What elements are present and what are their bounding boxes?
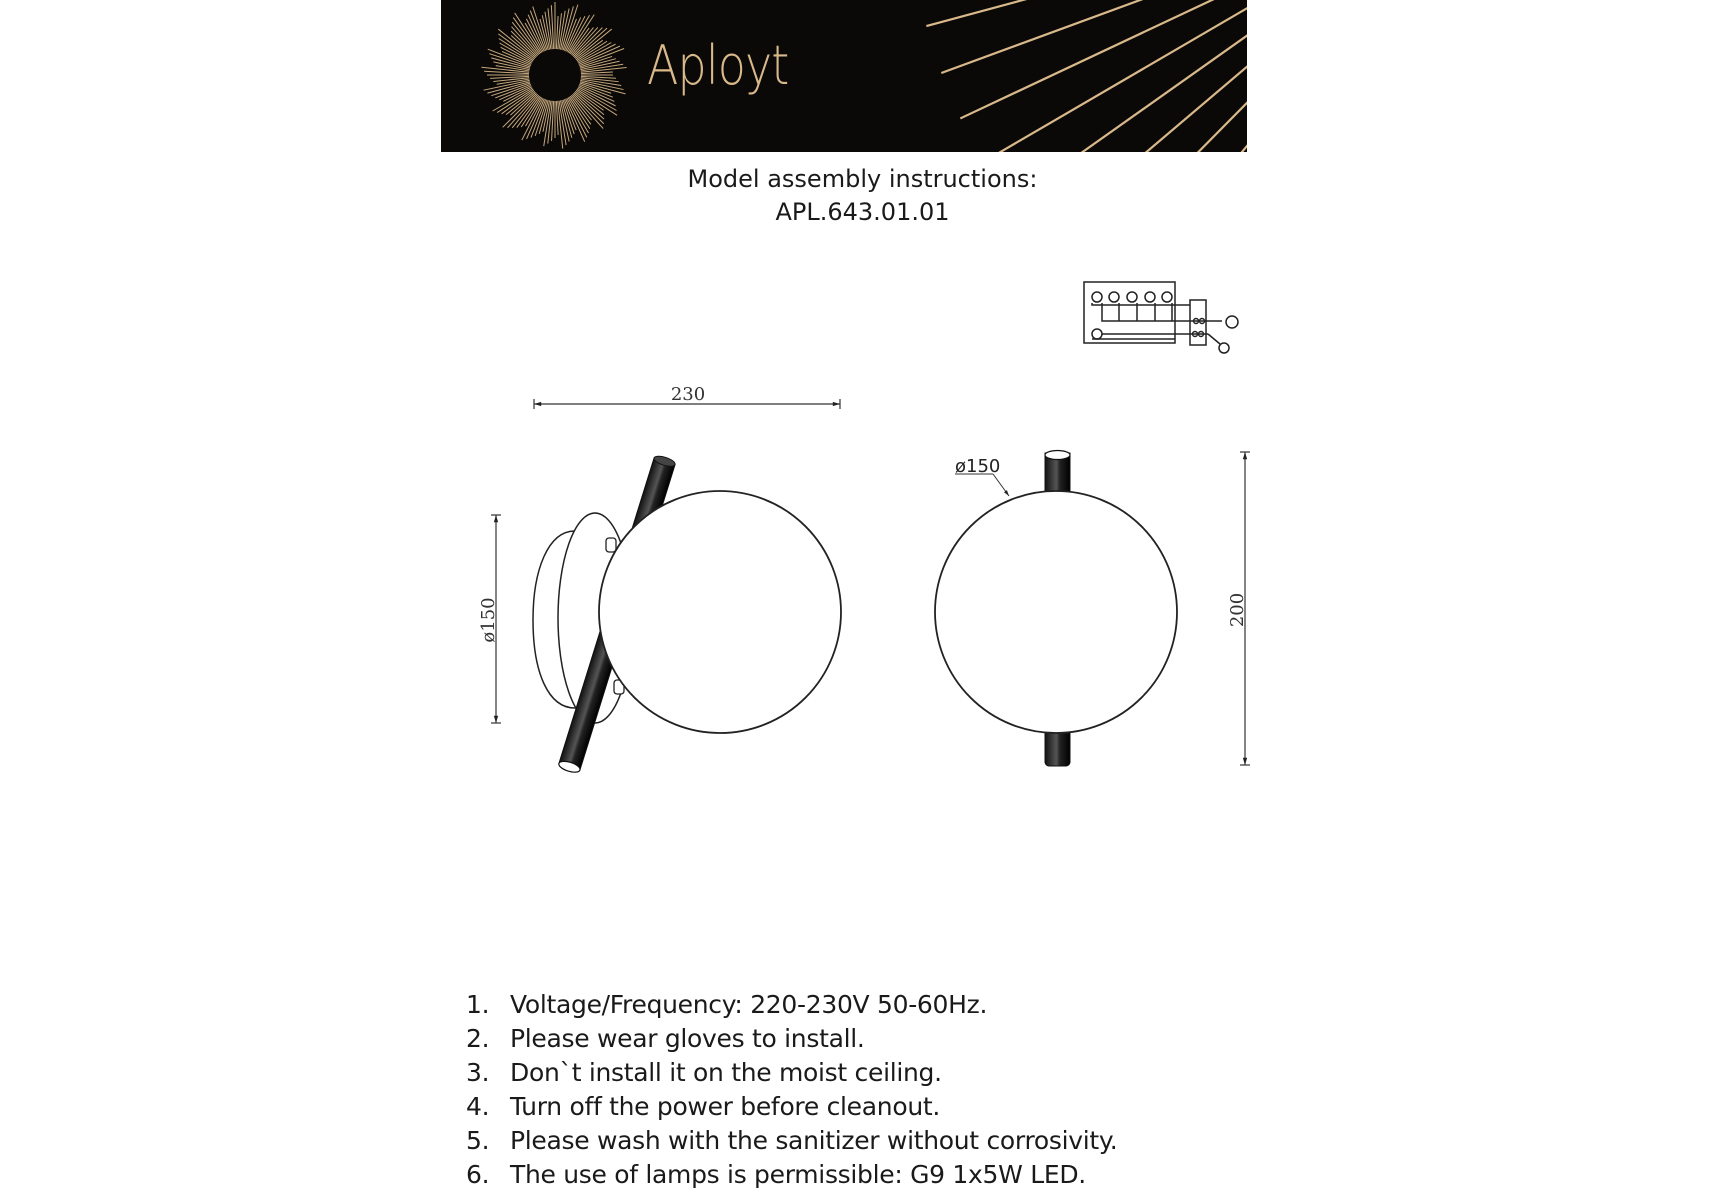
width-dimension-label: 230 [670, 384, 706, 405]
instruction-item: 2. Please wear gloves to install. [466, 1024, 865, 1053]
brand-logo-text: Aployt [647, 34, 789, 97]
instruction-item: 4. Turn off the power before cleanout. [466, 1092, 941, 1121]
front-view [935, 451, 1250, 767]
instruction-item: 3. Don`t install it on the moist ceiling. [466, 1058, 942, 1087]
page-title: Model assembly instructions: [687, 165, 1038, 193]
glass-sphere-front [935, 491, 1177, 733]
plate-diameter-label: ø150 [478, 597, 499, 643]
height-dimension-label: 200 [1227, 592, 1248, 628]
terminal-block-wiring-icon [1084, 282, 1238, 353]
glass-sphere [599, 491, 841, 733]
side-view [478, 384, 841, 774]
model-number: APL.643.01.01 [775, 198, 950, 226]
instruction-item: 5. Please wash with the sanitizer without corrosivity. [466, 1126, 1118, 1155]
instruction-item: 1. Voltage/Frequency: 220-230V 50-60Hz. [466, 990, 988, 1019]
sphere-diameter-label: ø150 [955, 456, 1001, 477]
instruction-item: 6. The use of lamps is permissible: G9 1x5W LED. [466, 1160, 1086, 1189]
instruction-list [466, 988, 1117, 1192]
